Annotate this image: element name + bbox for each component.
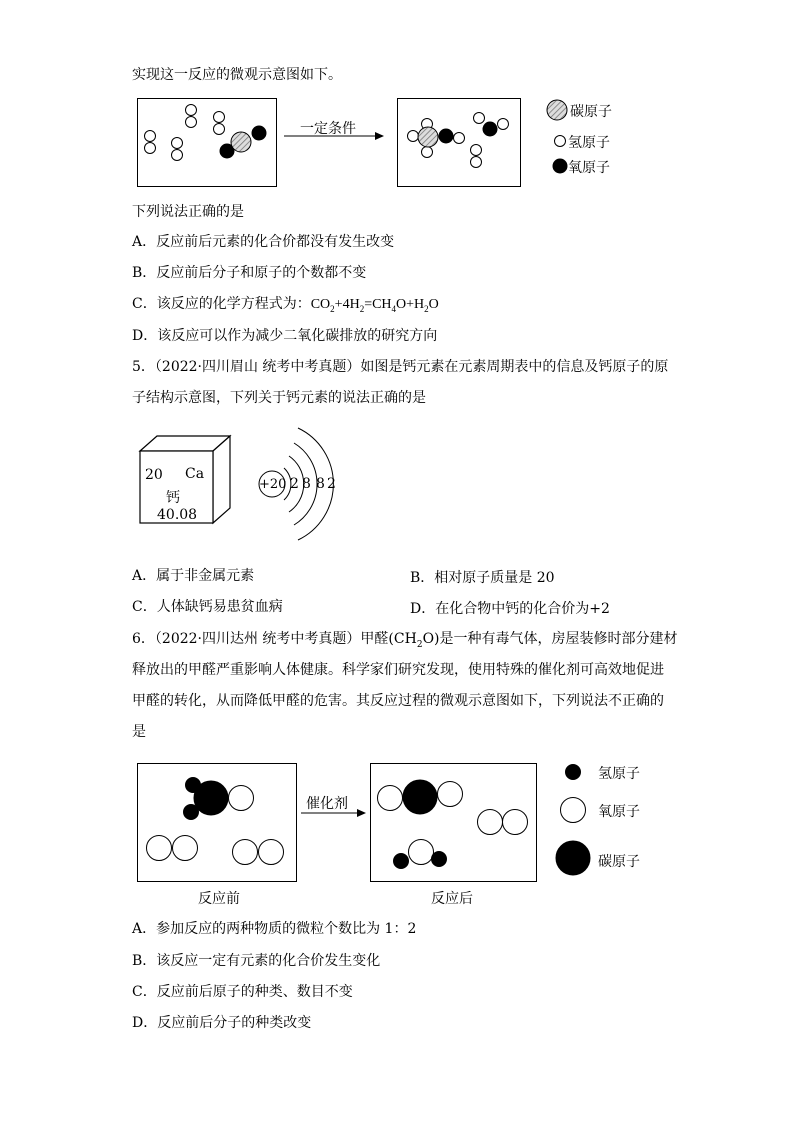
q4-condition-label: 一定条件 [300,121,356,137]
q4-option-c-equation: $CO_2+4H_2=CH_4O+H_2O$ [310,297,439,314]
q5-stem-line2: 子结构示意图，下列关于钙元素的说法正确的是 [132,390,426,406]
q6-stem-line2: 释放出的甲醛严重影响人体健康。科学家们研究发现，使用特殊的催化剂可高效地促进 [132,662,664,678]
q4-legend-oxygen: 氧原子 [568,160,610,176]
q5-stem-line1: 5．（2022·四川眉山 统考中考真题）如图是钙元素在元素周期表中的信息及钙原子的原 [132,359,669,375]
q4-legend-hydrogen: 氢原子 [568,135,610,151]
q4-option-c-prefix: C．该反应的化学方程式为： [132,296,311,312]
q6-legend-hydrogen-icon [566,765,581,780]
water-molecule [394,840,447,869]
shell-1-electrons: 2 [290,476,299,492]
q6-stem-line4: 是 [132,724,146,740]
q4-option-a[interactable]: A．反应前后元素的化合价都没有发生改变 [132,234,395,250]
q4-option-b[interactable]: B．反应前后分子和原子的个数都不变 [132,265,367,281]
shell-2-electrons: 8 [302,476,311,492]
q6-stem-line3: 甲醛的转化，从而降低甲醛的危害。其反应过程的微观示意图如下，下列说法不正确的 [132,693,664,709]
q6-legend-hydrogen: 氢原子 [598,766,640,782]
q6-legend-carbon: 碳原子 [598,854,640,870]
element-atomic-mass: 40.08 [157,507,198,523]
shell-4-electrons: 2 [327,476,336,492]
q6-after-label: 反应后 [431,891,473,907]
carbon-dioxide-molecule [378,780,463,814]
q6-option-b[interactable]: B．该反应一定有元素的化合价发生变化 [132,953,381,969]
q4-question: 下列说法正确的是 [132,204,244,220]
q5-option-b[interactable]: B．相对原子质量是 20 [410,570,555,586]
q4-intro: 实现这一反应的微观示意图如下。 [132,67,342,83]
element-atomic-number: 20 [145,467,163,483]
element-symbol: Ca [185,466,205,482]
formaldehyde-molecule [184,778,254,820]
q4-option-d[interactable]: D．该反应可以作为减少二氧化碳排放的研究方向 [132,328,438,344]
q6-legend-oxygen: 氧原子 [598,804,640,820]
q5-option-c[interactable]: C．人体缺钙易患贫血病 [132,599,283,615]
oxygen-molecule [478,810,528,835]
q6-option-d[interactable]: D．反应前后分子的种类改变 [132,1015,312,1031]
q6-catalyst-label: 催化剂 [306,796,348,812]
q6-legend-carbon-icon [556,841,590,875]
oxygen-molecule [233,840,284,865]
q6-stem-line1: 6．（2022·四川达州 统考中考真题）甲醛$(CH_2O)$是一种有毒气体，房屋装修时部分建材 [132,631,678,650]
nucleus-charge: +20 [259,477,287,492]
oxygen-molecule [147,836,198,861]
q6-option-a[interactable]: A．参加反应的两种物质的微粒个数比为 1：2 [132,921,417,937]
shell-3-electrons: 8 [316,476,325,492]
q4-legend-carbon: 碳原子 [570,104,612,120]
q6-legend-oxygen-icon [561,798,586,823]
element-name: 钙 [166,490,180,506]
q6-before-label: 反应前 [198,891,240,907]
q6-option-c[interactable]: C．反应前后原子的种类、数目不变 [132,984,353,1000]
q5-option-a[interactable]: A．属于非金属元素 [132,568,255,584]
q5-option-d[interactable]: D．在化合物中钙的化合价为+2 [410,601,610,617]
